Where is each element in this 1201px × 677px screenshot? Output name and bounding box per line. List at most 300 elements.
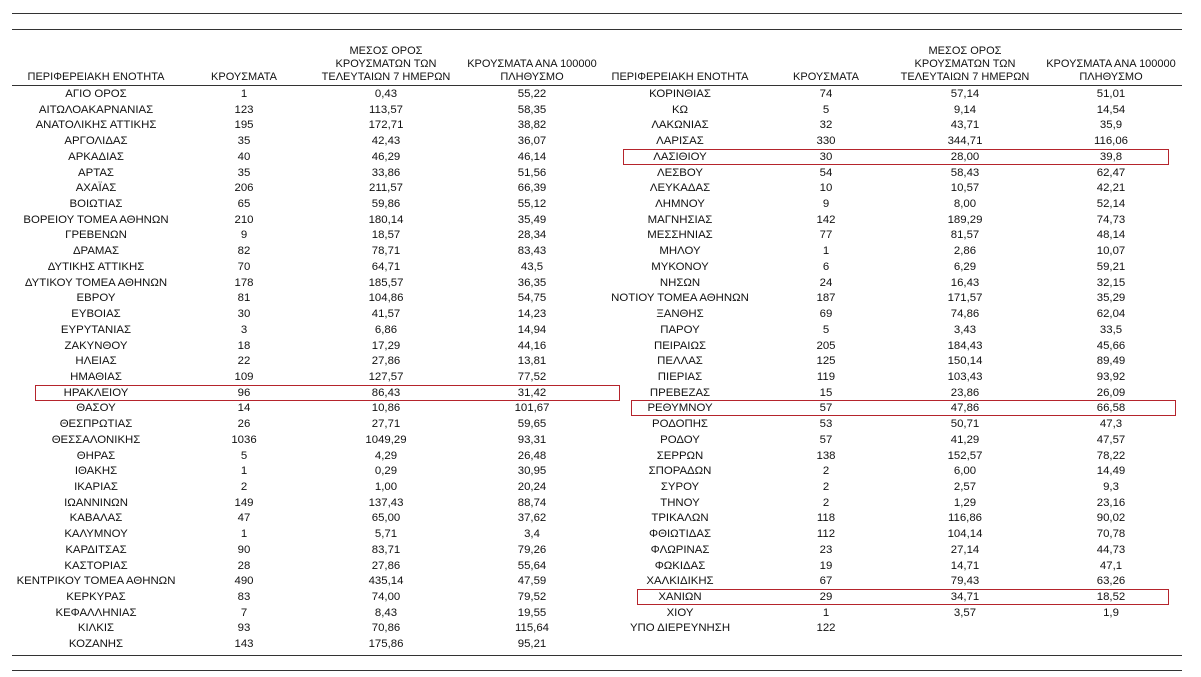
table-row: [12, 559, 612, 575]
cases-cell: 149: [234, 496, 254, 509]
per100k-cell: 3,4: [524, 528, 540, 541]
cases-cell: 26: [237, 418, 251, 431]
cases-cell: 29: [819, 591, 833, 603]
per100k-cell: 13,81: [517, 355, 547, 368]
region-cell: ΦΛΩΡΙΝΑΣ: [650, 543, 710, 556]
table-row: [605, 260, 1195, 276]
table-row: [12, 118, 612, 134]
avg-cell: 27,14: [950, 543, 980, 556]
region-cell: ΛΑΡΙΣΑΣ: [656, 135, 704, 148]
avg-cell: 104,86: [368, 292, 404, 305]
cases-cell: 69: [819, 308, 833, 321]
region-cell: ΘΗΡΑΣ: [76, 449, 116, 462]
cases-cell: 22: [237, 355, 251, 368]
avg-cell: 2,86: [953, 245, 977, 258]
table-row: [12, 260, 612, 276]
table-row: [12, 386, 612, 402]
left-table-body: [12, 87, 612, 653]
cases-cell: 81: [237, 292, 251, 305]
table-row: [605, 197, 1195, 213]
per100k-cell: 44,73: [1096, 543, 1126, 556]
region-cell: ΚΕΡΚΥΡΑΣ: [66, 591, 126, 603]
cases-cell: 32: [819, 119, 833, 132]
table-row: [12, 354, 612, 370]
avg-cell: 104,14: [947, 528, 983, 541]
table-row: [605, 574, 1195, 590]
table-row: [605, 606, 1195, 622]
region-cell: ΘΑΣΟΥ: [76, 402, 116, 415]
per100k-cell: 28,34: [517, 229, 547, 242]
avg-cell: 18,57: [371, 229, 401, 242]
region-cell: ΓΡΕΒΕΝΩΝ: [65, 229, 127, 242]
cases-cell: 119: [816, 370, 836, 383]
table-row: [605, 213, 1195, 229]
avg-cell: 0,43: [374, 88, 398, 100]
bottom-rule-outer: [12, 670, 1182, 671]
per100k-cell: 42,21: [1096, 182, 1126, 195]
avg-cell: 10,86: [371, 402, 401, 415]
region-cell: ΙΩΑΝΝΙΝΩΝ: [64, 496, 128, 509]
table-row: [12, 276, 612, 292]
per100k-cell: 52,14: [1096, 198, 1126, 211]
cases-cell: 30: [819, 150, 833, 163]
cases-cell: 57: [819, 433, 833, 446]
per100k-cell: 78,22: [1096, 449, 1126, 462]
per100k-cell: 43,5: [520, 260, 544, 273]
per100k-cell: 30,95: [517, 465, 547, 478]
avg-cell: 58,43: [950, 166, 980, 179]
per100k-cell: 83,43: [517, 245, 547, 258]
avg-cell: 435,14: [368, 575, 404, 588]
region-cell: ΞΑΝΘΗΣ: [656, 308, 704, 321]
region-cell: ΛΑΣΙΘΙΟΥ: [653, 150, 707, 163]
region-cell: ΕΥΡΥΤΑΝΙΑΣ: [60, 323, 132, 336]
cases-cell: 178: [234, 276, 254, 289]
table-row: [605, 370, 1195, 386]
avg-cell: 83,71: [371, 543, 401, 556]
table-row: [605, 307, 1195, 323]
table-row: [605, 339, 1195, 355]
avg-cell: 5,71: [374, 528, 398, 541]
cases-cell: 5: [822, 103, 830, 116]
avg-cell: 81,57: [950, 229, 980, 242]
region-cell: ΗΛΕΙΑΣ: [75, 355, 117, 368]
table-row: [12, 464, 612, 480]
avg-cell: 27,86: [371, 355, 401, 368]
avg-cell: 16,43: [950, 276, 980, 289]
cases-cell: 67: [819, 575, 833, 588]
top-rule-outer: [12, 13, 1182, 14]
header-per100k: ΚΡΟΥΣΜΑΤΑ ΑΝΑ 100000 ΠΛΗΘΥΣΜΟ: [1046, 58, 1176, 83]
table-row: [605, 590, 1195, 606]
cases-cell: 65: [237, 198, 251, 211]
per100k-cell: 74,73: [1096, 213, 1126, 226]
table-row: [12, 401, 612, 417]
region-cell: ΠΡΕΒΕΖΑΣ: [649, 386, 711, 399]
region-cell: ΚΑΛΥΜΝΟΥ: [64, 528, 128, 541]
region-cell: ΑΙΤΩΛΟΑΚΑΡΝΑΝΙΑΣ: [38, 103, 154, 116]
cases-cell: 82: [237, 245, 251, 258]
table-row: [605, 527, 1195, 543]
per100k-cell: 38,82: [517, 119, 547, 132]
cases-cell: 205: [816, 339, 836, 352]
per100k-cell: 37,62: [517, 512, 547, 525]
table-row: [12, 339, 612, 355]
avg-cell: 344,71: [947, 135, 983, 148]
per100k-cell: 46,14: [517, 150, 547, 163]
per100k-cell: 93,31: [517, 433, 547, 446]
cases-cell: 1: [240, 465, 248, 478]
avg-cell: 74,00: [371, 591, 401, 603]
table-row: [605, 103, 1195, 119]
region-cell: ΡΟΔΟΠΗΣ: [652, 418, 708, 431]
cases-cell: 206: [234, 182, 254, 195]
right-table: [605, 30, 1195, 637]
per100k-cell: 19,55: [517, 606, 547, 619]
avg-cell: 8,00: [953, 198, 977, 211]
table-row: [12, 87, 612, 103]
table-row: [12, 433, 612, 449]
per100k-cell: 26,09: [1096, 386, 1126, 399]
cases-cell: 2: [822, 465, 830, 478]
cases-cell: 57: [819, 402, 833, 415]
per100k-cell: 35,9: [1099, 119, 1123, 132]
cases-cell: 35: [237, 166, 251, 179]
avg-cell: 2,57: [953, 480, 977, 493]
region-cell: ΙΚΑΡΙΑΣ: [74, 480, 118, 493]
region-cell: ΦΘΙΩΤΙΔΑΣ: [649, 528, 711, 541]
header-cases: ΚΡΟΥΣΜΑΤΑ: [793, 71, 859, 83]
cases-cell: 96: [237, 386, 251, 399]
table-row: [12, 134, 612, 150]
avg-cell: 47,86: [950, 402, 980, 415]
table-row: [12, 621, 612, 637]
per100k-cell: 90,02: [1096, 512, 1126, 525]
region-cell: ΚΑΒΑΛΑΣ: [69, 512, 123, 525]
avg-cell: 8,43: [374, 606, 398, 619]
avg-cell: 86,43: [371, 386, 401, 399]
cases-cell: 1: [240, 88, 248, 100]
region-cell: ΠΙΕΡΙΑΣ: [657, 370, 703, 383]
avg-cell: 0,29: [374, 465, 398, 478]
table-row: [605, 464, 1195, 480]
table-row: [12, 323, 612, 339]
cases-cell: 122: [816, 622, 836, 635]
cases-cell: 2: [240, 480, 248, 493]
region-cell: ΚΑΣΤΟΡΙΑΣ: [64, 559, 128, 572]
cases-cell: 19: [819, 559, 833, 572]
table-row: [605, 150, 1195, 166]
region-cell: ΝΟΤΙΟΥ ΤΟΜΕΑ ΑΘΗΝΩΝ: [611, 292, 749, 305]
cases-cell: 1: [240, 528, 248, 541]
left-table-header: [12, 30, 612, 84]
avg-cell: 152,57: [947, 449, 983, 462]
region-cell: ΒΟΡΕΙΟΥ ΤΟΜΕΑ ΑΘΗΝΩΝ: [23, 213, 169, 226]
cases-cell: 77: [819, 229, 833, 242]
per100k-cell: 59,65: [517, 418, 547, 431]
table-row: [12, 307, 612, 323]
per100k-cell: 36,35: [517, 276, 547, 289]
cases-cell: 24: [819, 276, 833, 289]
table-row: [12, 244, 612, 260]
table-row: [12, 606, 612, 622]
table-row: [605, 134, 1195, 150]
avg-cell: 42,43: [371, 135, 401, 148]
cases-cell: 14: [237, 402, 251, 415]
cases-cell: 23: [819, 543, 833, 556]
per100k-cell: 66,58: [1096, 402, 1126, 415]
region-cell: ΜΕΣΣΗΝΙΑΣ: [647, 229, 713, 242]
avg-cell: 46,29: [371, 150, 401, 163]
region-cell: ΕΥΒΟΙΑΣ: [71, 308, 121, 321]
region-cell: ΡΕΘΥΜΝΟΥ: [647, 402, 713, 415]
table-row: [12, 417, 612, 433]
table-row: [605, 87, 1195, 103]
per100k-cell: 95,21: [517, 638, 547, 651]
table-row: [605, 181, 1195, 197]
per100k-cell: 93,92: [1096, 370, 1126, 383]
table-row: [12, 511, 612, 527]
avg-cell: 41,29: [950, 433, 980, 446]
avg-cell: 50,71: [950, 418, 980, 431]
header-cases: ΚΡΟΥΣΜΑΤΑ: [211, 71, 277, 83]
avg-cell: 64,71: [371, 260, 401, 273]
avg-cell: 6,00: [953, 465, 977, 478]
per100k-cell: 62,47: [1096, 166, 1126, 179]
region-cell: ΔΥΤΙΚΟΥ ΤΟΜΕΑ ΑΘΗΝΩΝ: [24, 276, 168, 289]
table-row: [12, 574, 612, 590]
region-cell: ΥΠΟ ΔΙΕΡΕΥΝΗΣΗ: [629, 622, 731, 635]
cases-cell: 93: [237, 622, 251, 635]
per100k-cell: 44,16: [517, 339, 547, 352]
cases-cell: 1036: [231, 433, 257, 446]
avg-cell: 33,86: [371, 166, 401, 179]
region-cell: ΜΑΓΝΗΣΙΑΣ: [647, 213, 713, 226]
avg-cell: 172,71: [368, 119, 404, 132]
table-row: [605, 244, 1195, 260]
cases-cell: 90: [237, 543, 251, 556]
avg-cell: 185,57: [368, 276, 404, 289]
cases-cell: 118: [816, 512, 836, 525]
table-row: [605, 480, 1195, 496]
avg-cell: 10,57: [950, 182, 980, 195]
table-row: [605, 401, 1195, 417]
region-cell: ΔΥΤΙΚΗΣ ΑΤΤΙΚΗΣ: [47, 260, 145, 273]
cases-cell: 143: [234, 638, 254, 651]
region-cell: ΑΡΤΑΣ: [78, 166, 114, 179]
region-cell: ΧΑΝΙΩΝ: [658, 591, 702, 603]
per100k-cell: 33,5: [1099, 323, 1123, 336]
cases-cell: 70: [237, 260, 251, 273]
avg-cell: 3,43: [953, 323, 977, 336]
per100k-cell: 70,78: [1096, 528, 1126, 541]
avg-cell: 3,57: [953, 606, 977, 619]
per100k-cell: 14,94: [517, 323, 547, 336]
header-region: ΠΕΡΙΦΕΡΕΙΑΚΗ ΕΝΟΤΗΤΑ: [27, 71, 165, 83]
cases-cell: 1: [822, 606, 830, 619]
cases-cell: 2: [822, 480, 830, 493]
avg-cell: 1049,29: [365, 433, 407, 446]
region-cell: ΚΕΦΑΛΛΗΝΙΑΣ: [55, 606, 137, 619]
per100k-cell: 9,3: [1103, 480, 1119, 493]
table-row: [605, 228, 1195, 244]
per100k-cell: 1,9: [1103, 606, 1119, 619]
header-avg: ΜΕΣΟΣ ΟΡΟΣ ΚΡΟΥΣΜΑΤΩΝ ΤΩΝ ΤΕΛΕΥΤΑΙΩΝ 7 ΗΜΕΡΩΝ: [321, 45, 451, 83]
avg-cell: 28,00: [950, 150, 980, 163]
avg-cell: 6,86: [374, 323, 398, 336]
region-cell: ΚΙΛΚΙΣ: [77, 622, 115, 635]
avg-cell: 184,43: [947, 339, 983, 352]
cases-cell: 125: [816, 355, 836, 368]
table-row: [12, 543, 612, 559]
avg-cell: 78,71: [371, 245, 401, 258]
table-row: [605, 166, 1195, 182]
table-row: [12, 590, 612, 606]
header-avg: ΜΕΣΟΣ ΟΡΟΣ ΚΡΟΥΣΜΑΤΩΝ ΤΩΝ ΤΕΛΕΥΤΑΙΩΝ 7 ΗΜΕΡΩΝ: [900, 45, 1030, 83]
cases-cell: 6: [822, 260, 830, 273]
cases-cell: 35: [237, 135, 251, 148]
table-row: [12, 166, 612, 182]
per100k-cell: 116,06: [1094, 135, 1128, 148]
table-row: [605, 559, 1195, 575]
region-cell: ΚΟΖΑΝΗΣ: [68, 638, 124, 651]
per100k-cell: 14,54: [1096, 103, 1126, 116]
table-row: [12, 637, 612, 653]
avg-cell: 74,86: [950, 308, 980, 321]
table-row: [12, 228, 612, 244]
cases-cell: 9: [240, 229, 248, 242]
header-region: ΠΕΡΙΦΕΡΕΙΑΚΗ ΕΝΟΤΗΤΑ: [611, 71, 749, 83]
region-cell: ΝΗΣΩΝ: [659, 276, 701, 289]
region-cell: ΚΕΝΤΡΙΚΟΥ ΤΟΜΕΑ ΑΘΗΝΩΝ: [16, 575, 176, 588]
region-cell: ΧΑΛΚΙΔΙΚΗΣ: [646, 575, 714, 588]
avg-cell: 137,43: [368, 496, 404, 509]
table-row: [12, 197, 612, 213]
per100k-cell: 47,1: [1099, 559, 1123, 572]
left-table: [12, 30, 612, 653]
table-row: [12, 291, 612, 307]
avg-cell: 211,57: [369, 182, 403, 195]
cases-cell: 40: [237, 150, 251, 163]
avg-cell: 103,43: [947, 370, 983, 383]
avg-cell: 1,00: [374, 480, 398, 493]
avg-cell: 70,86: [371, 622, 401, 635]
table-row: [605, 543, 1195, 559]
table-row: [12, 480, 612, 496]
cases-cell: 28: [237, 559, 251, 572]
region-cell: ΣΕΡΡΩΝ: [656, 449, 704, 462]
per100k-cell: 47,59: [517, 575, 547, 588]
per100k-cell: 55,22: [517, 88, 547, 100]
per100k-cell: 32,15: [1096, 276, 1126, 289]
avg-cell: 79,43: [950, 575, 980, 588]
avg-cell: 27,71: [371, 418, 401, 431]
region-cell: ΤΡΙΚΑΛΩΝ: [651, 512, 709, 525]
cases-cell: 138: [816, 449, 836, 462]
cases-cell: 9: [822, 198, 830, 211]
per100k-cell: 62,04: [1096, 308, 1126, 321]
per100k-cell: 77,52: [517, 370, 547, 383]
per100k-cell: 88,74: [517, 496, 547, 509]
region-cell: ΡΟΔΟΥ: [660, 433, 700, 446]
avg-cell: 57,14: [950, 88, 980, 100]
cases-cell: 195: [234, 119, 254, 132]
per100k-cell: 51,01: [1096, 88, 1126, 100]
avg-cell: 27,86: [371, 559, 401, 572]
cases-cell: 187: [816, 292, 836, 305]
avg-cell: 6,29: [953, 260, 977, 273]
per100k-cell: 14,23: [517, 308, 547, 321]
region-cell: ΔΡΑΜΑΣ: [72, 245, 120, 258]
bottom-rule-inner: [12, 655, 1182, 656]
cases-cell: 5: [240, 449, 248, 462]
avg-cell: 59,86: [371, 198, 401, 211]
region-cell: ΛΕΥΚΑΔΑΣ: [649, 182, 711, 195]
cases-cell: 5: [822, 323, 830, 336]
region-cell: ΜΗΛΟΥ: [659, 245, 701, 258]
region-cell: ΣΥΡΟΥ: [660, 480, 700, 493]
table-row: [12, 103, 612, 119]
avg-cell: 4,29: [374, 449, 398, 462]
per100k-cell: 79,52: [517, 591, 547, 603]
avg-cell: 41,57: [371, 308, 401, 321]
table-row: [605, 276, 1195, 292]
cases-cell: 74: [819, 88, 833, 100]
per100k-cell: 55,12: [517, 198, 547, 211]
region-cell: ΑΡΓΟΛΙΔΑΣ: [64, 135, 128, 148]
region-cell: ΤΗΝΟΥ: [660, 496, 700, 509]
cases-cell: 490: [234, 575, 254, 588]
per100k-cell: 36,07: [517, 135, 547, 148]
avg-cell: 34,71: [950, 591, 980, 603]
region-cell: ΒΟΙΩΤΙΑΣ: [69, 198, 123, 211]
per100k-cell: 45,66: [1096, 339, 1126, 352]
cases-cell: 330: [816, 135, 836, 148]
per100k-cell: 20,24: [517, 480, 547, 493]
table-row: [12, 181, 612, 197]
per100k-cell: 10,07: [1096, 245, 1126, 258]
table-row: [605, 449, 1195, 465]
cases-cell: 18: [237, 339, 251, 352]
right-table-header: [605, 30, 1195, 84]
region-cell: ΙΘΑΚΗΣ: [74, 465, 118, 478]
region-cell: ΕΒΡΟΥ: [76, 292, 116, 305]
per100k-cell: 54,75: [517, 292, 547, 305]
per100k-cell: 79,26: [517, 543, 547, 556]
cases-cell: 142: [816, 213, 836, 226]
avg-cell: 171,57: [947, 292, 983, 305]
avg-cell: 17,29: [371, 339, 401, 352]
per100k-cell: 47,3: [1099, 418, 1123, 431]
region-cell: ΑΝΑΤΟΛΙΚΗΣ ΑΤΤΙΚΗΣ: [35, 119, 157, 132]
region-cell: ΧΙΟΥ: [666, 606, 694, 619]
avg-cell: 9,14: [953, 103, 977, 116]
cases-cell: 54: [819, 166, 833, 179]
avg-cell: 180,14: [368, 213, 404, 226]
per100k-cell: 115,64: [515, 622, 549, 635]
region-cell: ΚΟΡΙΝΘΙΑΣ: [649, 88, 711, 100]
per100k-cell: 51,56: [517, 166, 547, 179]
cases-cell: 109: [234, 370, 254, 383]
per100k-cell: 55,64: [517, 559, 547, 572]
right-table-body: [605, 87, 1195, 637]
cases-cell: 1: [822, 245, 830, 258]
cases-cell: 7: [240, 606, 248, 619]
cases-cell: 53: [819, 418, 833, 431]
per100k-cell: 47,57: [1096, 433, 1126, 446]
per100k-cell: 31,42: [517, 386, 547, 399]
table-row: [605, 291, 1195, 307]
